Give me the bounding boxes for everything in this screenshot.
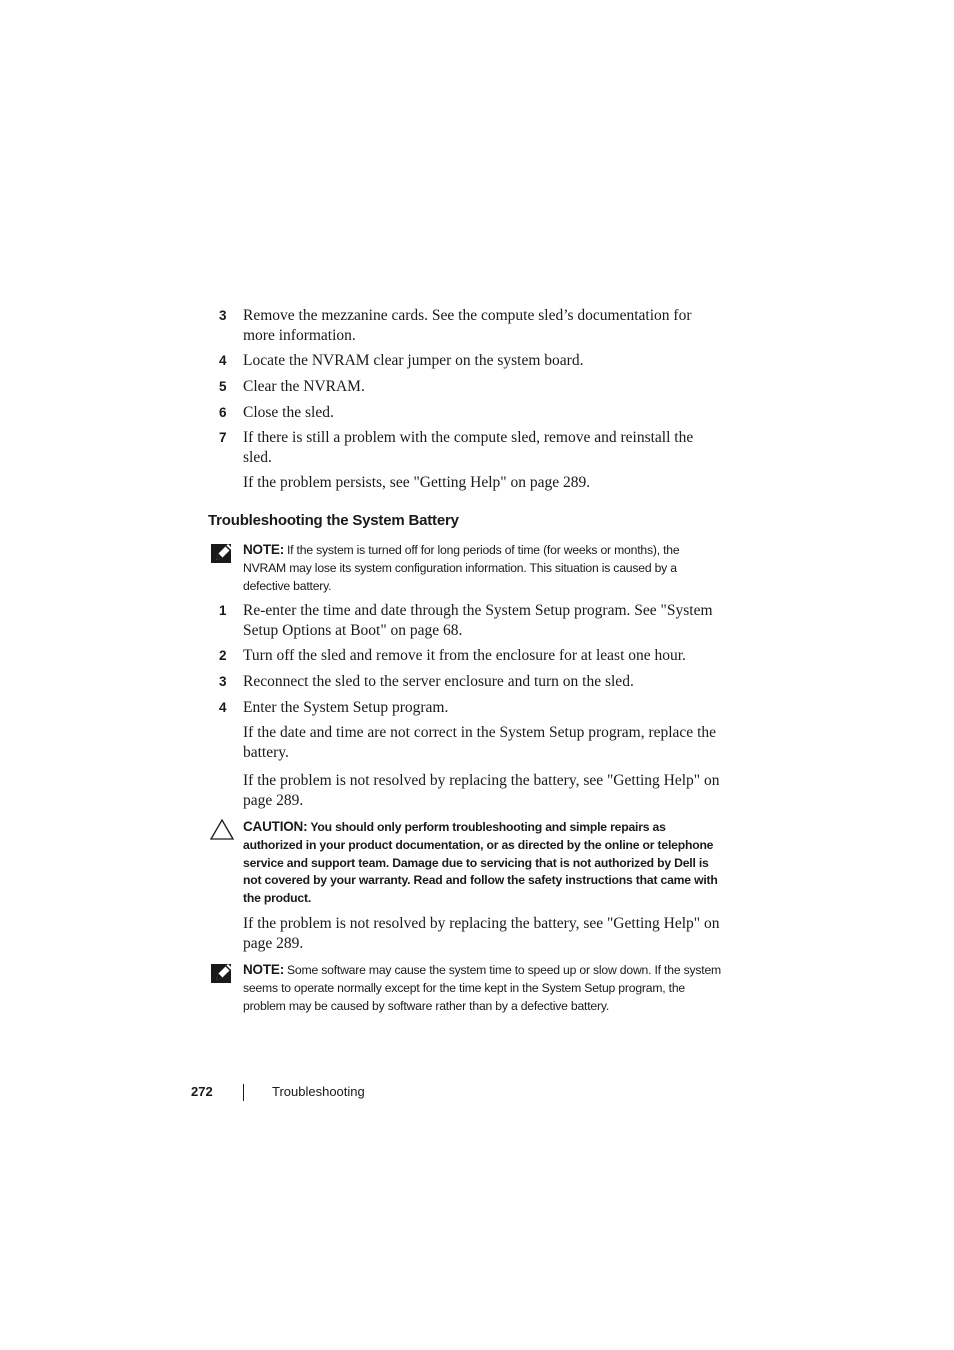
step-text: Close the sled. [243,404,334,421]
caution-text [243,818,723,908]
step-number: 2 [219,648,227,663]
step-text: Reconnect the sled to the server enclosure and turn on the sled. [243,673,634,690]
step-number: 4 [219,353,227,368]
note-text [243,541,723,595]
step-number: 3 [219,308,227,323]
note-label: NOTE: [243,962,284,977]
paragraph-not-resolved: If the problem is not resolved by replacing the battery, see "Getting Help" on page 289. [243,915,720,952]
step-text: Enter the System Setup program. [243,699,449,716]
footer-section-title: Troubleshooting [272,1084,365,1099]
paragraph-date: If the date and time are not correct in the System Setup program, replace the battery. [243,724,716,761]
page-number: 272 [191,1084,213,1099]
note-label: NOTE: [243,542,284,557]
step-text: Remove the mezzanine cards. See the compute sled’s documentation for more information. [243,307,692,344]
footer-divider [243,1084,244,1101]
paragraph-persists: If the problem persists, see "Getting Help" on page 289. [243,474,591,491]
caution-triangle-icon [210,818,234,842]
step-text: Clear the NVRAM. [243,378,365,395]
step-number: 6 [219,405,227,420]
step-number: 5 [219,379,227,394]
note-pencil-icon [210,541,234,565]
step-text: Turn off the sled and remove it from the enclosure for at least one hour. [243,647,686,664]
paragraph-not-resolved: If the problem is not resolved by replacing the battery, see "Getting Help" on page 289. [243,772,720,809]
step-text: If there is still a problem with the compute sled, remove and reinstall the sled. [243,429,694,466]
caution-body: You should only perform troubleshooting and simple repairs as authorized in your product documentation, or as directed by the online or telephone service and support team. Damage due to servicing that is not authorized by Dell is not covered by your warranty. Read and follow the safety instructions that came with the product. [243,820,718,906]
note-pencil-icon [210,961,234,985]
note-body: If the system is turned off for long periods of time (for weeks or months), the NVRAM may lose its system configuration information. This situation is caused by a defective battery. [243,543,680,593]
step-number: 7 [219,430,227,445]
step-number: 1 [219,603,227,618]
step-number: 4 [219,700,227,715]
caution-label: CAUTION: [243,819,308,834]
step-text: Re-enter the time and date through the System Setup program. See "System Setup Options at Boot" on page 68. [243,602,713,639]
note-text [243,961,723,1015]
step-number: 3 [219,674,227,689]
step-text: Locate the NVRAM clear jumper on the system board. [243,352,584,369]
note-body: Some software may cause the system time to speed up or slow down. If the system seems to operate normally except for the time kept in the System Setup program, the problem may be caused by software rather than by a defective battery. [243,963,721,1013]
section-heading: Troubleshooting the System Battery [208,512,459,529]
